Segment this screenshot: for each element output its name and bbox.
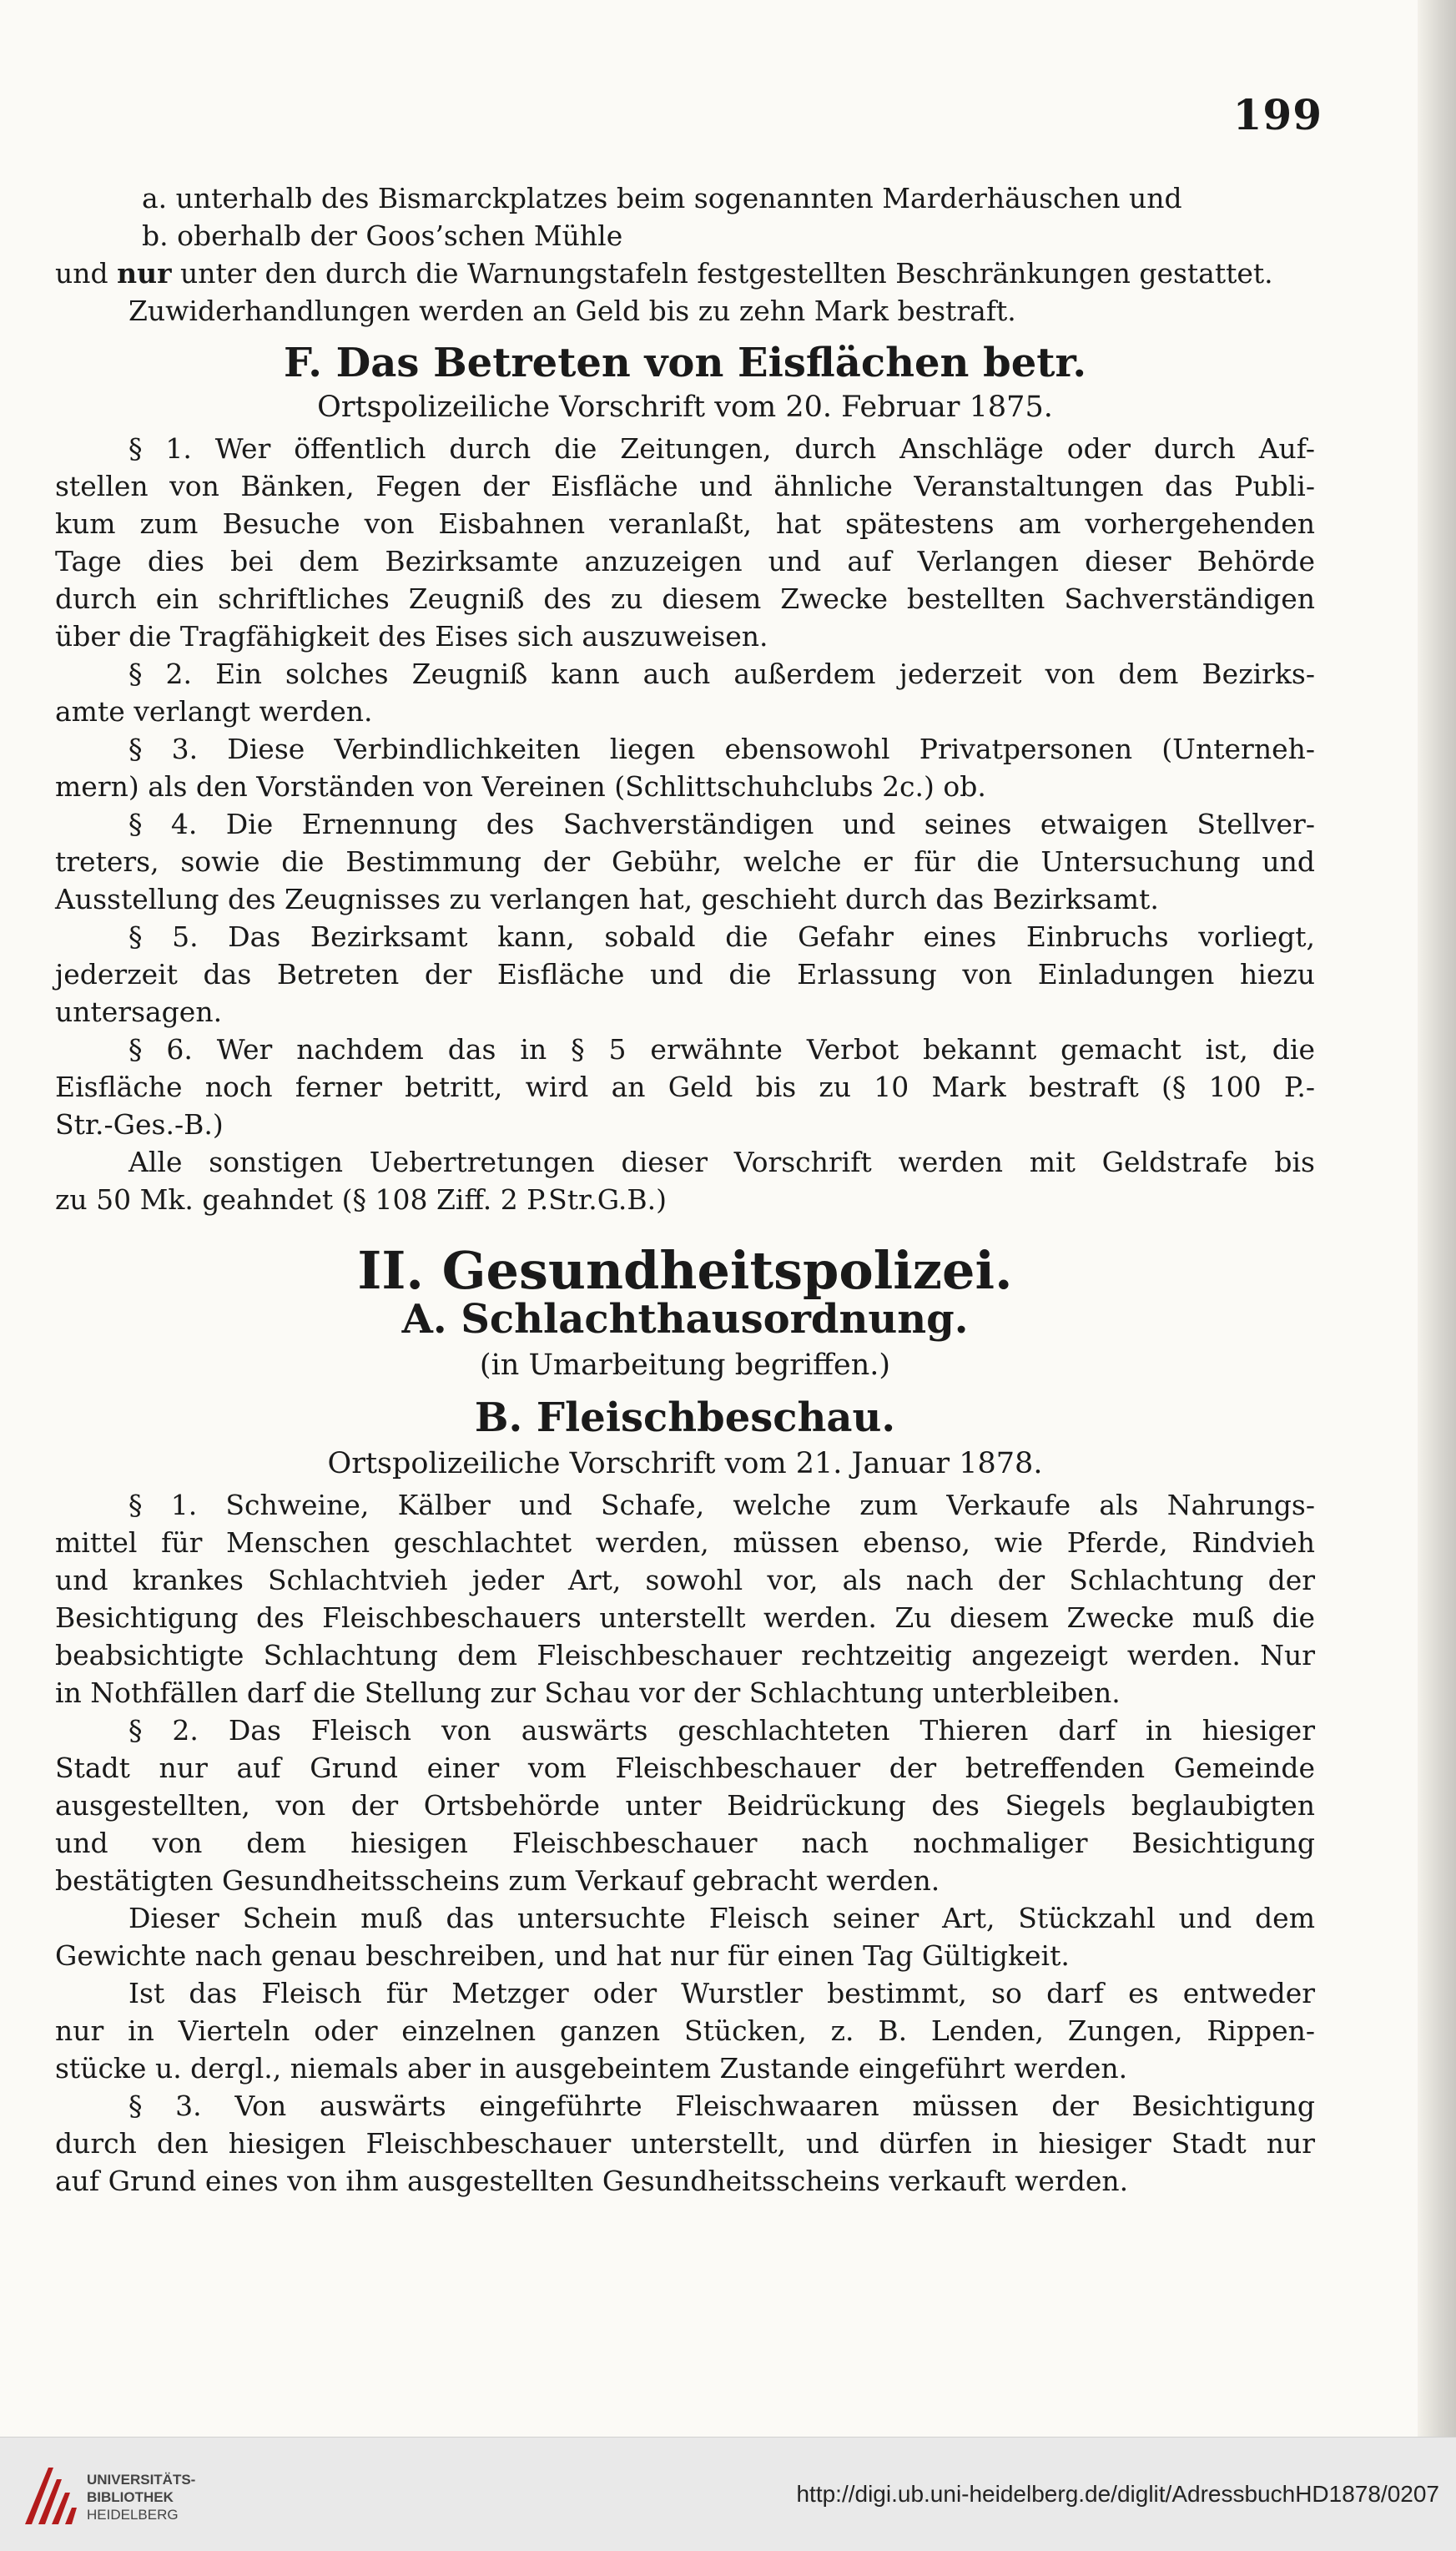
section-a-subtitle: (in Umarbeitung begriffen.): [479, 1349, 891, 1382]
text-line: Gewichte nach genau beschreiben, und hat nur für einen Tag Gültigkeit.: [55, 1939, 1070, 1972]
text-line: Besichtigung des Fleischbeschauers unterstellt werden. Zu diesem Zwecke muß die: [55, 1601, 1315, 1634]
source-url[interactable]: http://digi.ub.uni-heidelberg.de/diglit/AdressbuchHD1878/0207: [796, 2481, 1439, 2507]
section-ii-title: II. Gesundheitspolizei.: [357, 1240, 1013, 1301]
text-line: untersagen.: [55, 996, 223, 1028]
text-line: amte verlangt werden.: [55, 695, 373, 728]
section-b-body: [55, 1486, 1315, 2200]
text-line: § 4. Die Ernennung des Sachverständigen und seines etwaigen Stellver-: [128, 808, 1315, 840]
footer-band: [0, 2437, 1456, 2551]
text-line: treters, sowie die Bestimmung der Gebühr, welche er für die Untersuchung und: [55, 845, 1315, 878]
intro-line-a: a. unterhalb des Bismarckplatzes beim sogenannten Marderhäuschen und: [142, 182, 1182, 214]
intro-line-3-post: unter den durch die Warnungstafeln festgestellten Beschränkungen gestattet.: [171, 257, 1273, 290]
library-name: [87, 2471, 237, 2523]
text-line: Ist das Fleisch für Metzger oder Wurstler bestimmt, so darf es entweder: [128, 1977, 1315, 2009]
text-line: § 3. Von auswärts eingeführte Fleischwaaren müssen der Besichtigung: [128, 2090, 1315, 2122]
text-line: zu 50 Mk. geahndet (§ 108 Ziff. 2 P.Str.G.B.): [55, 1183, 667, 1216]
text-line: Eisfläche noch ferner betritt, wird an Geld bis zu 10 Mark bestraft (§ 100 P.-: [55, 1071, 1315, 1103]
section-f-body: [55, 430, 1315, 1218]
text-line: § 1. Schweine, Kälber und Schafe, welche zum Verkaufe als Nahrungs-: [128, 1489, 1315, 1521]
text-line: kum zum Besuche von Eisbahnen veranlaßt, hat spätestens am vorhergehenden: [55, 507, 1315, 540]
text-line: in Nothfällen darf die Stellung zur Schau vor der Schlachtung unterbleiben.: [55, 1676, 1121, 1709]
intro-line-3: [55, 255, 1315, 292]
text-line: Alle sonstigen Uebertretungen dieser Vorschrift werden mit Geldstrafe bis: [128, 1146, 1315, 1178]
text-line: und von dem hiesigen Fleischbeschauer nach nochmaliger Besichtigung: [55, 1827, 1315, 1859]
text-line: Ausstellung des Zeugnisses zu verlangen hat, geschieht durch das Bezirksamt.: [55, 883, 1159, 915]
text-line: durch ein schriftliches Zeugniß des zu diesem Zwecke bestellten Sachverständigen: [55, 582, 1315, 615]
university-library-logo-icon: [20, 2459, 82, 2529]
text-line: auf Grund eines von ihm ausgestellten Gesundheitsscheins verkauft werden.: [55, 2165, 1129, 2197]
text-line: § 3. Diese Verbindlichkeiten liegen ebensowohl Privatpersonen (Unterneh-: [128, 733, 1315, 765]
page-number: 199: [1232, 90, 1322, 139]
text-line: § 2. Das Fleisch von auswärts geschlachteten Thieren darf in hiesiger: [128, 1714, 1315, 1747]
text-line: stücke u. dergl., niemals aber in ausgebeintem Zustande eingeführt werden.: [55, 2052, 1128, 2085]
library-name-line-2: BIBLIOTHEK: [87, 2489, 174, 2505]
text-line: § 6. Wer nachdem das in § 5 erwähnte Verbot bekannt gemacht ist, die: [128, 1033, 1315, 1066]
emphasis-nur: nur: [117, 257, 172, 290]
section-b-subtitle: Ortspolizeiliche Vorschrift vom 21. Januar 1878.: [327, 1447, 1043, 1480]
text-line: Stadt nur auf Grund einer vom Fleischbeschauer der betreffenden Gemeinde: [55, 1752, 1315, 1784]
page-content: [55, 179, 1315, 2200]
library-name-line-3: HEIDELBERG: [87, 2507, 179, 2523]
text-line: stellen von Bänken, Fegen der Eisfläche und ähnliche Veranstaltungen das Publi-: [55, 470, 1315, 502]
text-line: Dieser Schein muß das untersuchte Fleisch seiner Art, Stückzahl und dem: [128, 1902, 1315, 1934]
section-f-title: F. Das Betreten von Eisflächen betr.: [283, 340, 1087, 386]
text-line: mittel für Menschen geschlachtet werden, müssen ebenso, wie Pferde, Rindvieh: [55, 1526, 1315, 1559]
text-line: ausgestellten, von der Ortsbehörde unter Beidrückung des Siegels beglaubigten: [55, 1789, 1315, 1822]
text-line: Str.-Ges.-B.): [55, 1108, 224, 1141]
section-b-title: B. Fleischbeschau.: [474, 1394, 896, 1441]
text-line: § 1. Wer öffentlich durch die Zeitungen, durch Anschläge oder durch Auf-: [128, 432, 1315, 465]
text-line: mern) als den Vorständen von Vereinen (Schlittschuhclubs 2c.) ob.: [55, 770, 986, 803]
library-name-line-1: UNIVERSITÄTS-: [87, 2472, 196, 2488]
section-f-subtitle: Ortspolizeiliche Vorschrift vom 20. Februar 1875.: [317, 391, 1053, 424]
intro-line-3-pre: und: [55, 257, 118, 290]
intro-line-b: b. oberhalb der Goos’schen Mühle: [142, 219, 623, 252]
section-a-title: A. Schlachthausordnung.: [401, 1296, 969, 1343]
text-line: jederzeit das Betreten der Eisfläche und die Erlassung von Einladungen hiezu: [55, 958, 1315, 991]
text-line: beabsichtigte Schlachtung dem Fleischbeschauer rechtzeitig angezeigt werden. Nur: [55, 1639, 1315, 1671]
text-line: § 5. Das Bezirksamt kann, sobald die Gefahr eines Einbruchs vorliegt,: [128, 920, 1315, 953]
text-line: Tage dies bei dem Bezirksamte anzuzeigen und auf Verlangen dieser Behörde: [55, 545, 1315, 577]
page-edge-shadow: [1418, 0, 1456, 2437]
text-line: § 2. Ein solches Zeugniß kann auch außerdem jederzeit von dem Bezirks-: [128, 658, 1315, 690]
text-line: und krankes Schlachtvieh jeder Art, sowohl vor, als nach der Schlachtung der: [55, 1564, 1315, 1596]
text-line: nur in Vierteln oder einzelnen ganzen Stücken, z. B. Lenden, Zungen, Rippen-: [55, 2014, 1315, 2047]
text-line: durch den hiesigen Fleischbeschauer unterstellt, und dürfen in hiesiger Stadt nur: [55, 2127, 1315, 2160]
text-line: bestätigten Gesundheitsscheins zum Verkauf gebracht werden.: [55, 1864, 940, 1897]
text-line: über die Tragfähigkeit des Eises sich auszuweisen.: [55, 620, 768, 653]
intro-line-4: Zuwiderhandlungen werden an Geld bis zu zehn Mark bestraft.: [128, 295, 1016, 327]
